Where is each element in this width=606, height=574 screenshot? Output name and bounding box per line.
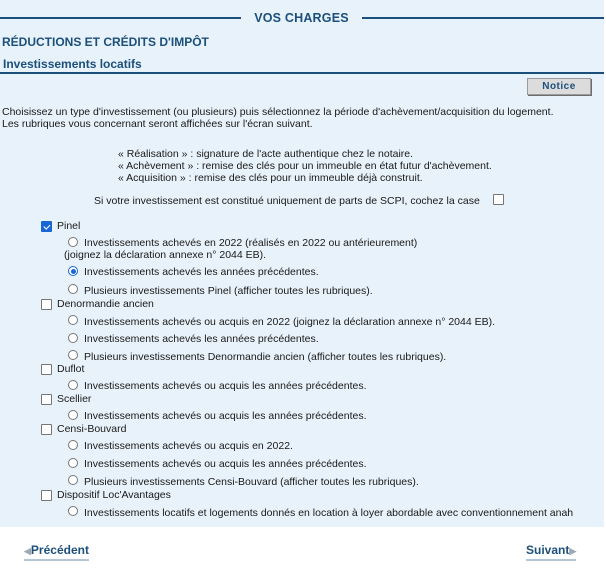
denormandie-option-2022-radio[interactable] (68, 315, 78, 325)
censi-bouvard-label: Censi-Bouvard (57, 423, 127, 435)
arrow-right-icon: ▶ (569, 546, 577, 556)
definitions (118, 148, 492, 184)
page-title: VOS CHARGES (254, 11, 349, 25)
pinel-option-multiple-label: Plusieurs investissements Pinel (afficher toutes les rubriques). (84, 285, 373, 297)
denormandie-option-multiple-label: Plusieurs investissements Denormandie ancien (afficher toutes les rubriques). (84, 351, 447, 363)
intro-text (2, 106, 553, 130)
duflot-option-previous-radio[interactable] (68, 380, 78, 390)
definition-realisation: « Réalisation » : signature de l'acte authentique chez le notaire. (118, 148, 414, 160)
subsection-title: Investissements locatifs (3, 57, 142, 71)
scellier-option-previous-label: Investissements achevés ou acquis les années précédentes. (84, 410, 367, 422)
censi-bouvard-checkbox[interactable] (41, 424, 52, 435)
denormandie-option-previous-radio[interactable] (68, 333, 78, 343)
locavantages-checkbox[interactable] (41, 490, 52, 501)
pinel-option-2022-label: Investissements achevés en 2022 (réalisés en 2022 ou antérieurement) (84, 237, 418, 249)
censi-bouvard-option-2022-label: Investissements achevés ou acquis en 2022. (84, 440, 293, 452)
censi-bouvard-option-multiple-radio[interactable] (68, 475, 78, 485)
denormandie-option-multiple-radio[interactable] (68, 350, 78, 360)
scellier-checkbox[interactable] (41, 394, 52, 405)
arrow-left-icon: ◀ (24, 546, 31, 556)
denormandie-checkbox[interactable] (41, 299, 52, 310)
header-rule-left (0, 17, 241, 19)
intro-line-2: Les rubriques vous concernant seront affichées sur l'écran suivant. (2, 118, 313, 130)
duflot-checkbox[interactable] (41, 364, 52, 375)
locavantages-option-label: Investissements locatifs et logements donnés en location à loyer abordable avec conventionnement anah (84, 507, 574, 519)
scpi-label: Si votre investissement est constitué uniquement de parts de SCPI, cochez la case (94, 195, 480, 207)
pinel-option-multiple-radio[interactable] (68, 284, 78, 294)
locavantages-option-radio[interactable] (68, 506, 78, 516)
pinel-option-previous-label: Investissements achevés les années précédentes. (84, 266, 319, 278)
definition-acquisition: « Acquisition » : remise des clés pour un immeuble déjà construit. (118, 172, 423, 184)
censi-bouvard-option-previous-radio[interactable] (68, 458, 78, 468)
previous-button[interactable] (24, 543, 89, 561)
scpi-checkbox[interactable] (493, 194, 504, 205)
denormandie-label: Denormandie ancien (57, 298, 154, 310)
pinel-label: Pinel (57, 220, 81, 232)
censi-bouvard-option-multiple-label: Plusieurs investissements Censi-Bouvard (afficher toutes les rubriques). (84, 476, 419, 488)
page-header (0, 8, 604, 28)
denormandie-option-previous-label: Investissements achevés les années précédentes. (84, 333, 319, 345)
duflot-label: Duflot (57, 363, 85, 375)
pinel-option-2022-radio[interactable] (68, 237, 78, 247)
pinel-checkbox[interactable] (41, 221, 52, 232)
locavantages-label: Dispositif Loc'Avantages (57, 489, 171, 501)
pinel-option-2022-note: (joignez la déclaration annexe n° 2044 EB). (64, 249, 267, 261)
next-button[interactable] (526, 543, 576, 561)
scellier-label: Scellier (57, 393, 92, 405)
definition-achevement: « Achèvement » : remise des clés pour un immeuble en état futur d'achèvement. (118, 160, 492, 172)
censi-bouvard-option-previous-label: Investissements achevés ou acquis les années précédentes. (84, 458, 367, 470)
header-rule-right (362, 17, 604, 19)
subsection-rule (0, 72, 604, 74)
pinel-option-previous-radio[interactable] (68, 266, 78, 276)
censi-bouvard-option-2022-radio[interactable] (68, 440, 78, 450)
scellier-option-previous-radio[interactable] (68, 410, 78, 420)
duflot-option-previous-label: Investissements achevés ou acquis les années précédentes. (84, 380, 367, 392)
notice-button[interactable]: Notice (527, 78, 591, 95)
intro-line-1: Choisissez un type d'investissement (ou plusieurs) puis sélectionnez la période d'achèvement/acquisition du logement. (2, 106, 554, 118)
previous-label: Précédent (30, 543, 89, 557)
next-label: Suivant (526, 543, 570, 557)
section-title: RÉDUCTIONS ET CRÉDITS D'IMPÔT (2, 35, 209, 49)
denormandie-option-2022-label: Investissements achevés ou acquis en 2022 (joignez la déclaration annexe n° 2044 EB). (84, 316, 496, 328)
